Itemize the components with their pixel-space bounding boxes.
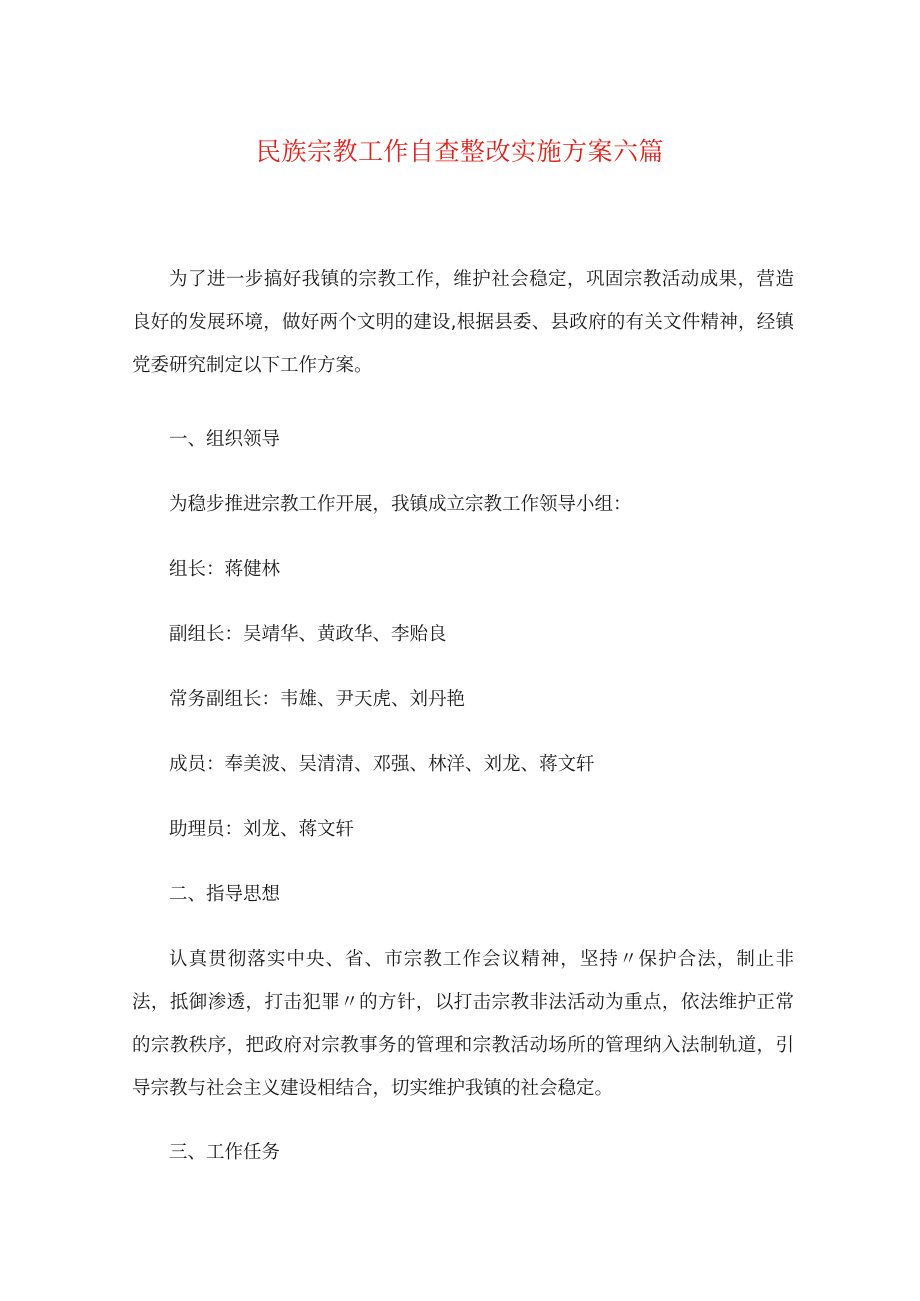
section1-intro: 为稳步推进宗教工作开展，我镇成立宗教工作领导小组：	[169, 494, 632, 515]
intro-paragraph: 为了进一步搞好我镇的宗教工作，维护社会稳定，巩固宗教活动成果，营造良好的发展环境，做好两个文明的建设,根据县委、县政府的有关文件精神，经镇党委研究制定以下工作方案。	[132, 269, 794, 376]
document-title: 民族宗教工作自查整改实施方案六篇	[255, 137, 664, 166]
assistants-line: 助理员：刘龙、蒋文轩	[169, 819, 355, 840]
deputy-leaders-line: 副组长：吴靖华、黄政华、李贻良	[169, 624, 447, 645]
section2-heading: 二、指导思想	[169, 884, 281, 905]
section2-body: 认真贯彻落实中央、省、市宗教工作会议精神，坚持〃保护合法，制止非法，抵御渗透，打击犯罪〃的方针，以打击宗教非法活动为重点，依法维护正常的宗教秩序，把政府对宗教事务的管理和宗教活动场所的管理纳入法制轨道，引导宗教与社会主义建设相结合，切实维护我镇的社会稳定。	[132, 949, 794, 1099]
executive-deputy-leaders-line: 常务副组长：韦雄、尹天虎、刘丹艳	[169, 689, 466, 710]
section3-heading: 三、工作任务	[169, 1142, 281, 1163]
section1-heading: 一、组织领导	[169, 429, 281, 450]
leader-line: 组长：蒋健林	[169, 559, 281, 580]
members-line: 成员：奉美波、吴清清、邓强、林洋、刘龙、蒋文轩	[169, 754, 595, 775]
